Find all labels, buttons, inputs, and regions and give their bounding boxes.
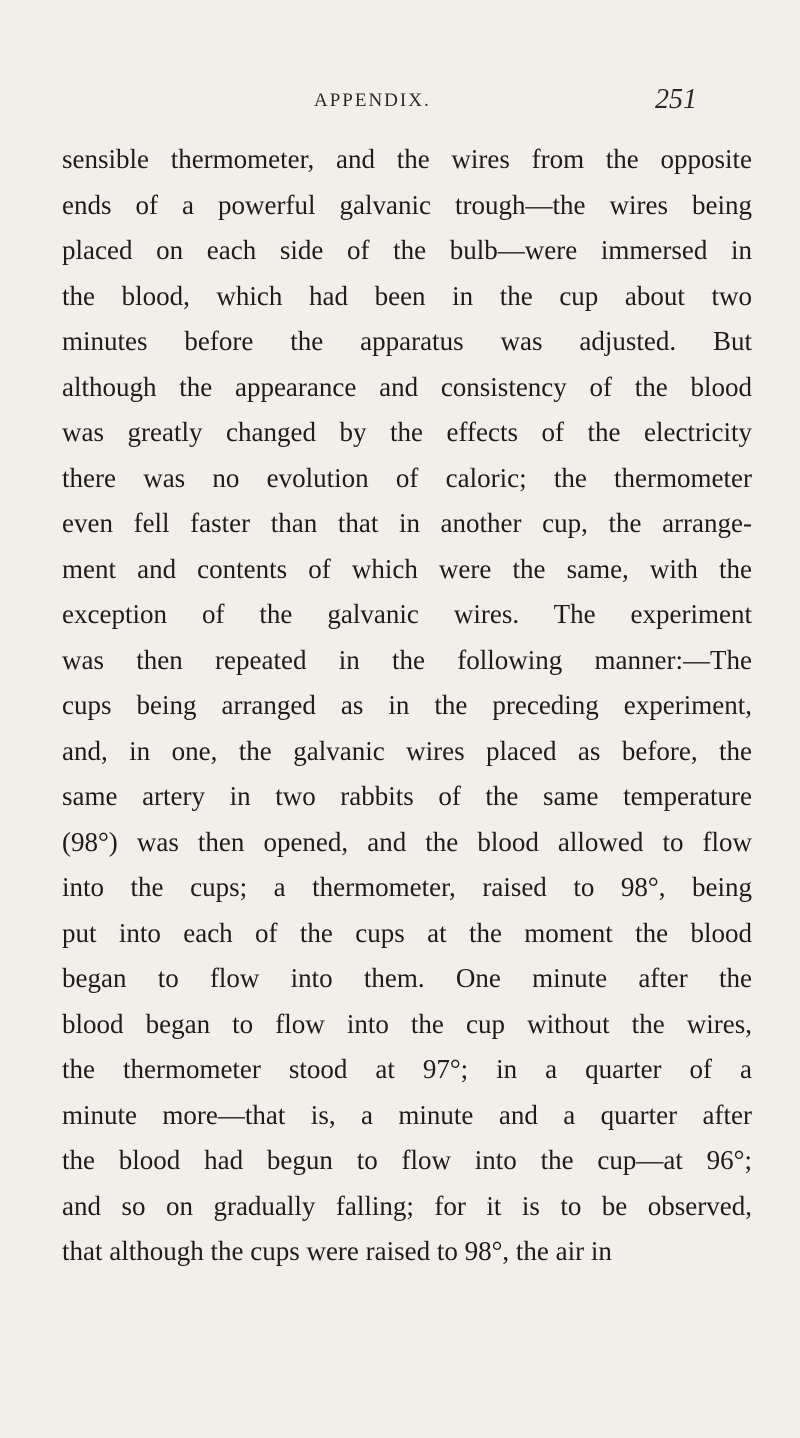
text-line: although the appearance and consistency of the blood <box>62 371 752 402</box>
text-line: exception of the galvanic wires. The experiment <box>62 599 752 629</box>
text-line: that although the cups were raised to 98°, the air in <box>62 1236 612 1266</box>
text-line: ment and contents of which were the same, with the <box>62 553 752 584</box>
running-head <box>0 86 800 116</box>
page-number: 251 <box>655 84 697 115</box>
running-title: APPENDIX. <box>314 90 431 111</box>
text-line: was greatly changed by the effects of the electricity <box>62 417 752 447</box>
text-line: there was no evolution of caloric; the thermometer <box>62 462 752 493</box>
text-line: the thermometer stood at 97°; in a quarter of a <box>62 1054 752 1084</box>
text-line: same artery in two rabbits of the same temperature <box>62 781 752 811</box>
text-line: (98°) was then opened, and the blood allowed to flow <box>62 826 752 857</box>
text-line: even fell faster than that in another cup, the arrange- <box>62 508 752 538</box>
text-line: placed on each side of the bulb—were immersed in <box>62 235 752 265</box>
text-line: put into each of the cups at the moment the blood <box>62 917 752 948</box>
text-line: sensible thermometer, and the wires from the opposite <box>62 144 752 174</box>
text-line: and, in one, the galvanic wires placed as before, the <box>62 735 752 766</box>
text-line: the blood had begun to flow into the cup—at 96°; <box>62 1145 752 1175</box>
body-text <box>62 137 752 1275</box>
text-line: was then repeated in the following manner:—The <box>62 644 752 675</box>
text-line: and so on gradually falling; for it is to be observed, <box>62 1190 752 1221</box>
text-line: minute more—that is, a minute and a quarter after <box>62 1099 752 1130</box>
text-line: cups being arranged as in the preceding experiment, <box>62 690 752 720</box>
text-line: began to flow into them. One minute after the <box>62 963 752 993</box>
text-line: the blood, which had been in the cup about two <box>62 280 752 311</box>
text-line: into the cups; a thermometer, raised to 98°, being <box>62 872 752 902</box>
text-line: ends of a powerful galvanic trough—the wires being <box>62 189 752 220</box>
text-line: blood began to flow into the cup without the wires, <box>62 1008 752 1039</box>
text-line: minutes before the apparatus was adjusted. But <box>62 326 752 356</box>
